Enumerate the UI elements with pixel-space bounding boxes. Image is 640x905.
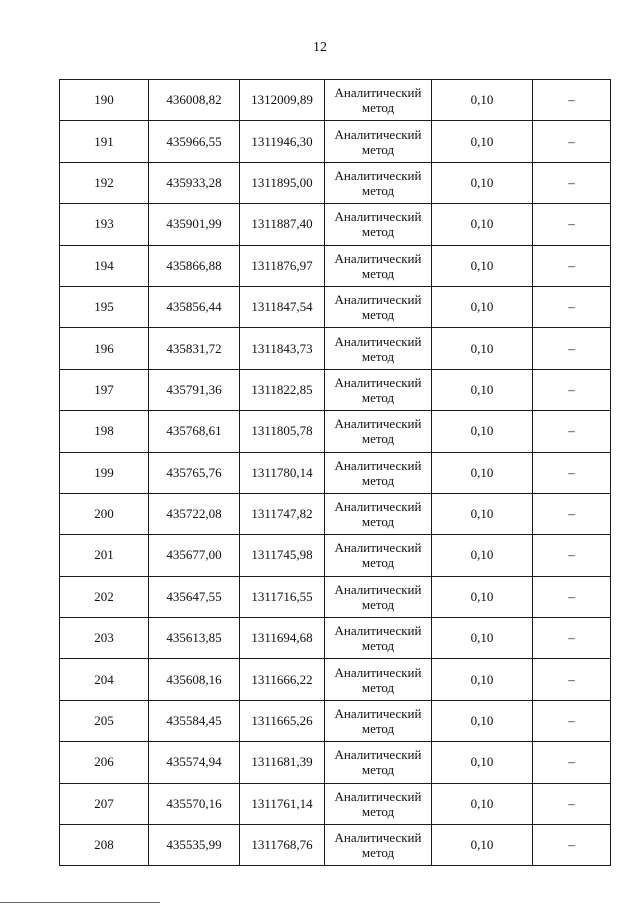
table-row bbox=[60, 742, 611, 783]
point-number-cell: 204 bbox=[60, 659, 149, 700]
point-number-cell: 203 bbox=[60, 618, 149, 659]
y-coordinate-cell: 1311805,78 bbox=[240, 411, 325, 452]
method-cell bbox=[325, 411, 432, 452]
table-row bbox=[60, 452, 611, 493]
method-line-1: Аналитический bbox=[334, 292, 422, 308]
x-coordinate-cell: 435535,99 bbox=[149, 825, 240, 866]
table-row bbox=[60, 204, 611, 245]
method-line-2: метод bbox=[361, 845, 395, 861]
method-line-1: Аналитический bbox=[334, 333, 422, 349]
method-line-2: метод bbox=[361, 100, 395, 116]
note-cell: – bbox=[533, 825, 611, 866]
page-number: 12 bbox=[313, 40, 327, 55]
method-line-2: метод bbox=[361, 265, 395, 281]
x-coordinate-cell: 435768,61 bbox=[149, 411, 240, 452]
error-cell: 0,10 bbox=[432, 452, 533, 493]
method-cell bbox=[325, 121, 432, 162]
method-line-1: Аналитический bbox=[334, 623, 422, 639]
y-coordinate-cell: 1311745,98 bbox=[240, 535, 325, 576]
method-cell bbox=[325, 659, 432, 700]
x-coordinate-cell: 435722,08 bbox=[149, 493, 240, 534]
note-cell: – bbox=[533, 742, 611, 783]
error-cell: 0,10 bbox=[432, 700, 533, 741]
table-row bbox=[60, 286, 611, 327]
error-cell: 0,10 bbox=[432, 493, 533, 534]
point-number-cell: 197 bbox=[60, 369, 149, 410]
error-cell: 0,10 bbox=[432, 369, 533, 410]
method-line-1: Аналитический bbox=[334, 209, 422, 225]
method-cell bbox=[325, 452, 432, 493]
method-line-1: Аналитический bbox=[334, 416, 422, 432]
y-coordinate-cell: 1311665,26 bbox=[240, 700, 325, 741]
note-cell: – bbox=[533, 659, 611, 700]
method-cell bbox=[325, 328, 432, 369]
method-cell bbox=[325, 783, 432, 824]
error-cell: 0,10 bbox=[432, 162, 533, 203]
y-coordinate-cell: 1311716,55 bbox=[240, 576, 325, 617]
x-coordinate-cell: 435647,55 bbox=[149, 576, 240, 617]
method-line-1: Аналитический bbox=[334, 85, 422, 101]
note-cell: – bbox=[533, 493, 611, 534]
error-cell: 0,10 bbox=[432, 204, 533, 245]
x-coordinate-cell: 435831,72 bbox=[149, 328, 240, 369]
note-cell: – bbox=[533, 328, 611, 369]
error-cell: 0,10 bbox=[432, 328, 533, 369]
note-cell: – bbox=[533, 576, 611, 617]
method-line-2: метод bbox=[361, 389, 395, 405]
point-number-cell: 198 bbox=[60, 411, 149, 452]
method-cell bbox=[325, 576, 432, 617]
y-coordinate-cell: 1311847,54 bbox=[240, 286, 325, 327]
y-coordinate-cell: 1311780,14 bbox=[240, 452, 325, 493]
point-number-cell: 207 bbox=[60, 783, 149, 824]
error-cell: 0,10 bbox=[432, 245, 533, 286]
method-line-1: Аналитический bbox=[334, 788, 422, 804]
error-cell: 0,10 bbox=[432, 576, 533, 617]
method-line-1: Аналитический bbox=[334, 499, 422, 515]
x-coordinate-cell: 435574,94 bbox=[149, 742, 240, 783]
method-cell bbox=[325, 618, 432, 659]
method-line-1: Аналитический bbox=[334, 167, 422, 183]
note-cell: – bbox=[533, 204, 611, 245]
y-coordinate-cell: 1311681,39 bbox=[240, 742, 325, 783]
table-row bbox=[60, 700, 611, 741]
x-coordinate-cell: 435866,88 bbox=[149, 245, 240, 286]
point-number-cell: 208 bbox=[60, 825, 149, 866]
table-row bbox=[60, 659, 611, 700]
y-coordinate-cell: 1311876,97 bbox=[240, 245, 325, 286]
note-cell: – bbox=[533, 245, 611, 286]
table-row bbox=[60, 825, 611, 866]
method-line-2: метод bbox=[361, 472, 395, 488]
note-cell: – bbox=[533, 369, 611, 410]
point-number-cell: 196 bbox=[60, 328, 149, 369]
method-cell bbox=[325, 493, 432, 534]
x-coordinate-cell: 435570,16 bbox=[149, 783, 240, 824]
method-cell bbox=[325, 286, 432, 327]
x-coordinate-cell: 435765,76 bbox=[149, 452, 240, 493]
method-line-1: Аналитический bbox=[334, 540, 422, 556]
method-line-2: метод bbox=[361, 224, 395, 240]
y-coordinate-cell: 1311768,76 bbox=[240, 825, 325, 866]
method-cell bbox=[325, 369, 432, 410]
error-cell: 0,10 bbox=[432, 659, 533, 700]
table-row bbox=[60, 245, 611, 286]
table-row bbox=[60, 121, 611, 162]
method-line-2: метод bbox=[361, 514, 395, 530]
x-coordinate-cell: 435608,16 bbox=[149, 659, 240, 700]
method-cell bbox=[325, 825, 432, 866]
y-coordinate-cell: 1311822,85 bbox=[240, 369, 325, 410]
x-coordinate-cell: 435791,36 bbox=[149, 369, 240, 410]
y-coordinate-cell: 1311666,22 bbox=[240, 659, 325, 700]
method-line-1: Аналитический bbox=[334, 457, 422, 473]
point-number-cell: 206 bbox=[60, 742, 149, 783]
error-cell: 0,10 bbox=[432, 411, 533, 452]
y-coordinate-cell: 1311887,40 bbox=[240, 204, 325, 245]
method-line-1: Аналитический bbox=[334, 374, 422, 390]
method-cell bbox=[325, 80, 432, 121]
method-line-1: Аналитический bbox=[334, 747, 422, 763]
method-line-2: метод bbox=[361, 307, 395, 323]
note-cell: – bbox=[533, 783, 611, 824]
y-coordinate-cell: 1311761,14 bbox=[240, 783, 325, 824]
footnote-rule bbox=[0, 902, 160, 903]
table-row bbox=[60, 162, 611, 203]
point-number-cell: 194 bbox=[60, 245, 149, 286]
note-cell: – bbox=[533, 80, 611, 121]
x-coordinate-cell: 435584,45 bbox=[149, 700, 240, 741]
method-line-2: метод bbox=[361, 638, 395, 654]
note-cell: – bbox=[533, 162, 611, 203]
note-cell: – bbox=[533, 452, 611, 493]
error-cell: 0,10 bbox=[432, 286, 533, 327]
point-number-cell: 201 bbox=[60, 535, 149, 576]
table-row bbox=[60, 576, 611, 617]
note-cell: – bbox=[533, 535, 611, 576]
x-coordinate-cell: 435856,44 bbox=[149, 286, 240, 327]
y-coordinate-cell: 1311843,73 bbox=[240, 328, 325, 369]
table-row bbox=[60, 783, 611, 824]
method-line-2: метод bbox=[361, 141, 395, 157]
y-coordinate-cell: 1311895,00 bbox=[240, 162, 325, 203]
x-coordinate-cell: 436008,82 bbox=[149, 80, 240, 121]
method-line-2: метод bbox=[361, 679, 395, 695]
point-number-cell: 191 bbox=[60, 121, 149, 162]
table-row bbox=[60, 328, 611, 369]
point-number-cell: 200 bbox=[60, 493, 149, 534]
method-line-1: Аналитический bbox=[334, 706, 422, 722]
method-line-2: метод bbox=[361, 555, 395, 571]
point-number-cell: 199 bbox=[60, 452, 149, 493]
note-cell: – bbox=[533, 700, 611, 741]
x-coordinate-cell: 435613,85 bbox=[149, 618, 240, 659]
error-cell: 0,10 bbox=[432, 618, 533, 659]
x-coordinate-cell: 435966,55 bbox=[149, 121, 240, 162]
error-cell: 0,10 bbox=[432, 80, 533, 121]
point-number-cell: 190 bbox=[60, 80, 149, 121]
method-line-2: метод bbox=[361, 721, 395, 737]
method-cell bbox=[325, 162, 432, 203]
note-cell: – bbox=[533, 286, 611, 327]
error-cell: 0,10 bbox=[432, 742, 533, 783]
method-cell bbox=[325, 535, 432, 576]
method-line-2: метод bbox=[361, 762, 395, 778]
coordinates-table bbox=[59, 79, 611, 866]
table-row bbox=[60, 80, 611, 121]
method-line-1: Аналитический bbox=[334, 126, 422, 142]
method-line-1: Аналитический bbox=[334, 664, 422, 680]
method-line-2: метод bbox=[361, 348, 395, 364]
error-cell: 0,10 bbox=[432, 121, 533, 162]
point-number-cell: 205 bbox=[60, 700, 149, 741]
table-row bbox=[60, 535, 611, 576]
y-coordinate-cell: 1311747,82 bbox=[240, 493, 325, 534]
x-coordinate-cell: 435933,28 bbox=[149, 162, 240, 203]
x-coordinate-cell: 435677,00 bbox=[149, 535, 240, 576]
point-number-cell: 195 bbox=[60, 286, 149, 327]
error-cell: 0,10 bbox=[432, 783, 533, 824]
method-line-2: метод bbox=[361, 596, 395, 612]
error-cell: 0,10 bbox=[432, 535, 533, 576]
method-line-2: метод bbox=[361, 803, 395, 819]
note-cell: – bbox=[533, 121, 611, 162]
y-coordinate-cell: 1311694,68 bbox=[240, 618, 325, 659]
method-line-1: Аналитический bbox=[334, 830, 422, 846]
y-coordinate-cell: 1312009,89 bbox=[240, 80, 325, 121]
table-row bbox=[60, 411, 611, 452]
method-cell bbox=[325, 204, 432, 245]
method-cell bbox=[325, 700, 432, 741]
error-cell: 0,10 bbox=[432, 825, 533, 866]
coordinates-table-body bbox=[60, 80, 611, 866]
point-number-cell: 192 bbox=[60, 162, 149, 203]
note-cell: – bbox=[533, 411, 611, 452]
point-number-cell: 202 bbox=[60, 576, 149, 617]
method-cell bbox=[325, 245, 432, 286]
table-row bbox=[60, 493, 611, 534]
method-line-1: Аналитический bbox=[334, 581, 422, 597]
table-row bbox=[60, 369, 611, 410]
method-line-2: метод bbox=[361, 182, 395, 198]
method-line-2: метод bbox=[361, 431, 395, 447]
method-line-1: Аналитический bbox=[334, 250, 422, 266]
point-number-cell: 193 bbox=[60, 204, 149, 245]
y-coordinate-cell: 1311946,30 bbox=[240, 121, 325, 162]
method-cell bbox=[325, 742, 432, 783]
note-cell: – bbox=[533, 618, 611, 659]
x-coordinate-cell: 435901,99 bbox=[149, 204, 240, 245]
table-row bbox=[60, 618, 611, 659]
